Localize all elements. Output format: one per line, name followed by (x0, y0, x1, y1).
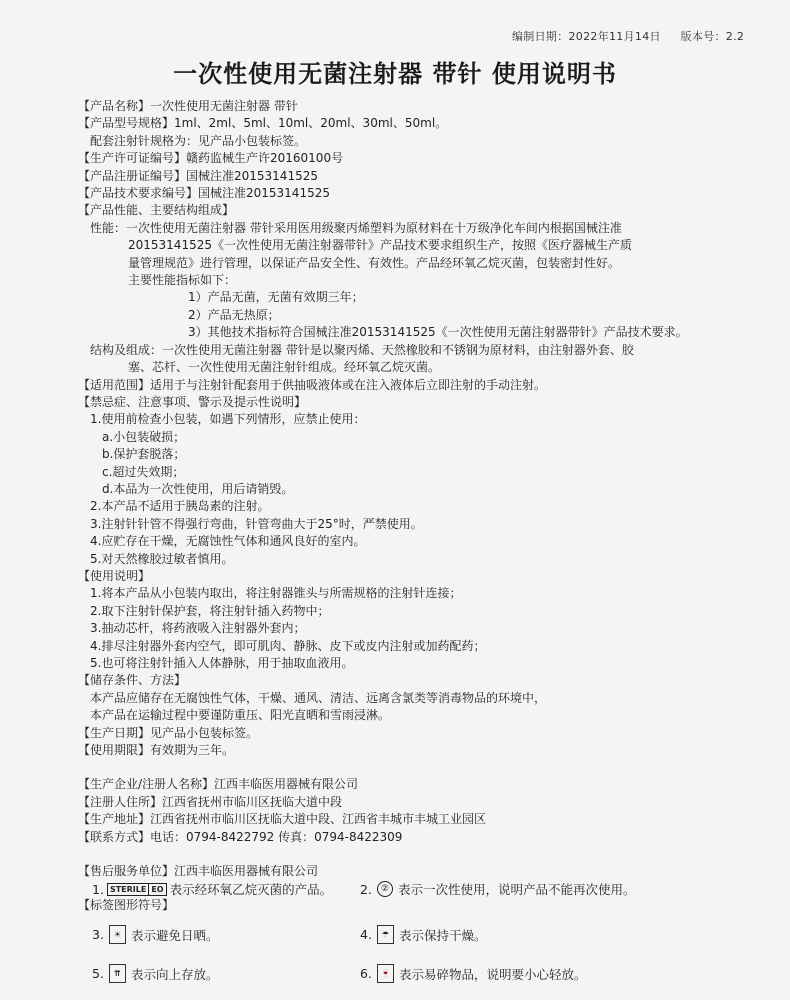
instruction-4: 4.排尽注射器外套内空气，即可肌肉、静脉、皮下或皮内注射或加药配药； (90, 638, 486, 653)
after-sales-unit: 【售后服务单位】江西丰临医用器械有限公司 (78, 864, 319, 879)
tech-requirement-number: 【产品技术要求编号】国械注准20153141525 (78, 186, 330, 201)
symbol-item: 4. ☂ 表示保持干燥。 (360, 927, 487, 943)
performance-text-3: 量管理规范》进行管理，以保证产品安全性、有效性。产品经环氧乙烷灭菌，包装密封性好。 (128, 255, 621, 270)
caution-4: 4.应贮存在干燥，无腐蚀性气体和通风良好的室内。 (90, 534, 366, 549)
fragile-icon: 🍷 (377, 964, 394, 983)
symbol-item: 1. STERILE EO 表示经环氧乙烷灭菌的产品。 (92, 881, 333, 897)
contact-info: 【联系方式】电话：0794-8422792 传真：0794-8422309 (78, 829, 403, 844)
needle-spec: 配套注射针规格为：见产品小包装标签。 (90, 133, 307, 148)
version-number: 版本号：2.2 (680, 30, 745, 43)
storage-text-2: 本产品在运输过程中要谨防重压、阳光直晒和雪雨浸淋。 (90, 708, 391, 723)
structure-text-2: 塞、芯杆、一次性使用无菌注射针组成。经环氧乙烷灭菌。 (128, 360, 441, 375)
indicator-3: 3）其他技术指标符合国械注准20153141525《一次性使用无菌注射器带针》产品技术要求。 (188, 325, 688, 340)
caution-1d: d.本品为一次性使用，用后请销毁。 (102, 481, 294, 496)
performance-text: 性能：一次性使用无菌注射器 带针采用医用级聚丙烯塑料为原材料在十万级净化车间内根据国械注准 (90, 220, 622, 235)
instruction-3: 3.抽动芯杆，将药液吸入注射器外套内； (90, 621, 306, 636)
product-model: 【产品型号规格】1ml、2ml、5ml、10ml、20ml、30ml、50ml。 (78, 116, 448, 131)
caution-2: 2.本产品不适用于胰岛素的注射。 (90, 499, 270, 514)
section-label-symbols: 【标签图形符号】 (78, 898, 175, 913)
manufacturer-name: 【生产企业/注册人名称】江西丰临医用器械有限公司 (78, 777, 359, 792)
caution-3: 3.注射针针管不得强行弯曲，针管弯曲大于25°时，严禁使用。 (90, 516, 423, 531)
structure-text: 结构及组成：一次性使用无菌注射器 带针是以聚丙烯、天然橡胶和不锈钢为原材料，由注射器外套、胶 (90, 342, 634, 357)
sterile-eo-icon: STERILE EO (107, 883, 167, 896)
symbol-item: 2. ② 表示一次性使用，说明产品不能再次使用。 (360, 881, 636, 897)
document-body (78, 98, 743, 915)
compile-date: 编制日期：2022年11月14日 (512, 30, 661, 43)
keep-dry-icon: ☂ (377, 925, 394, 944)
caution-1c: c.超过失效期； (102, 464, 185, 479)
section-instructions: 【使用说明】 (78, 568, 151, 583)
instruction-2: 2.取下注射针保护套，将注射针插入药物中； (90, 603, 330, 618)
product-name: 【产品名称】一次性使用无菌注射器 带针 (78, 99, 298, 113)
license-number: 【生产许可证编号】赣药监械生产许20160100号 (78, 151, 344, 166)
indicators-heading: 主要性能指标如下： (128, 273, 237, 288)
indicator-1: 1）产品无菌，无菌有效期三年； (188, 290, 364, 305)
indicator-2: 2）产品无热原； (188, 307, 280, 322)
section-performance: 【产品性能、主要结构组成】 (78, 203, 235, 218)
instruction-5: 5.也可将注射针插入人体静脉，用于抽取血液用。 (90, 656, 354, 670)
keep-away-sunlight-icon: ☀ (109, 925, 126, 944)
instruction-1: 1.将本产品从小包装内取出，将注射器锥头与所需规格的注射针连接； (90, 586, 462, 601)
production-date: 【生产日期】见产品小包装标签。 (78, 725, 259, 740)
header-meta (512, 28, 744, 44)
caution-1a: a.小包装破损； (102, 429, 186, 444)
symbol-item: 5. ⇈ 表示向上存放。 (92, 966, 219, 982)
caution-1b: b.保护套脱落； (102, 447, 186, 462)
this-way-up-icon: ⇈ (109, 964, 126, 983)
registrant-address: 【注册人住所】江西省抚州市临川区抚临大道中段 (78, 794, 343, 809)
single-use-icon: ② (377, 881, 393, 897)
validity-period: 【使用期限】有效期为三年。 (78, 743, 235, 758)
symbol-item: 3. ☀ 表示避免日晒。 (92, 927, 219, 943)
document-title: 一次性使用无菌注射器 带针 使用说明书 (173, 60, 617, 88)
symbol-item: 6. 🍷 表示易碎物品，说明要小心轻放。 (360, 966, 587, 982)
caution-1: 1.使用前检查小包装，如遇下列情形，应禁止使用： (90, 412, 366, 427)
caution-5: 5.对天然橡胶过敏者慎用。 (90, 551, 234, 566)
scope-of-use: 【适用范围】适用于与注射针配套用于供抽吸液体或在注入液体后立即注射的手动注射。 (78, 377, 547, 392)
performance-text-2: 20153141525《一次性使用无菌注射器带针》产品技术要求组织生产，按照《医疗器械生产质 (128, 238, 632, 253)
registration-number: 【产品注册证编号】国械注准20153141525 (78, 168, 318, 183)
production-address: 【生产地址】江西省抚州市临川区抚临大道中段、江西省丰城市丰城工业园区 (78, 812, 487, 827)
section-storage: 【储存条件、方法】 (78, 673, 187, 688)
storage-text-1: 本产品应储存在无腐蚀性气体，干燥、通风、清洁、远离含氯类等消毒物品的环境中， (90, 690, 547, 705)
section-contraindications: 【禁忌症、注意事项、警示及提示性说明】 (78, 394, 307, 409)
